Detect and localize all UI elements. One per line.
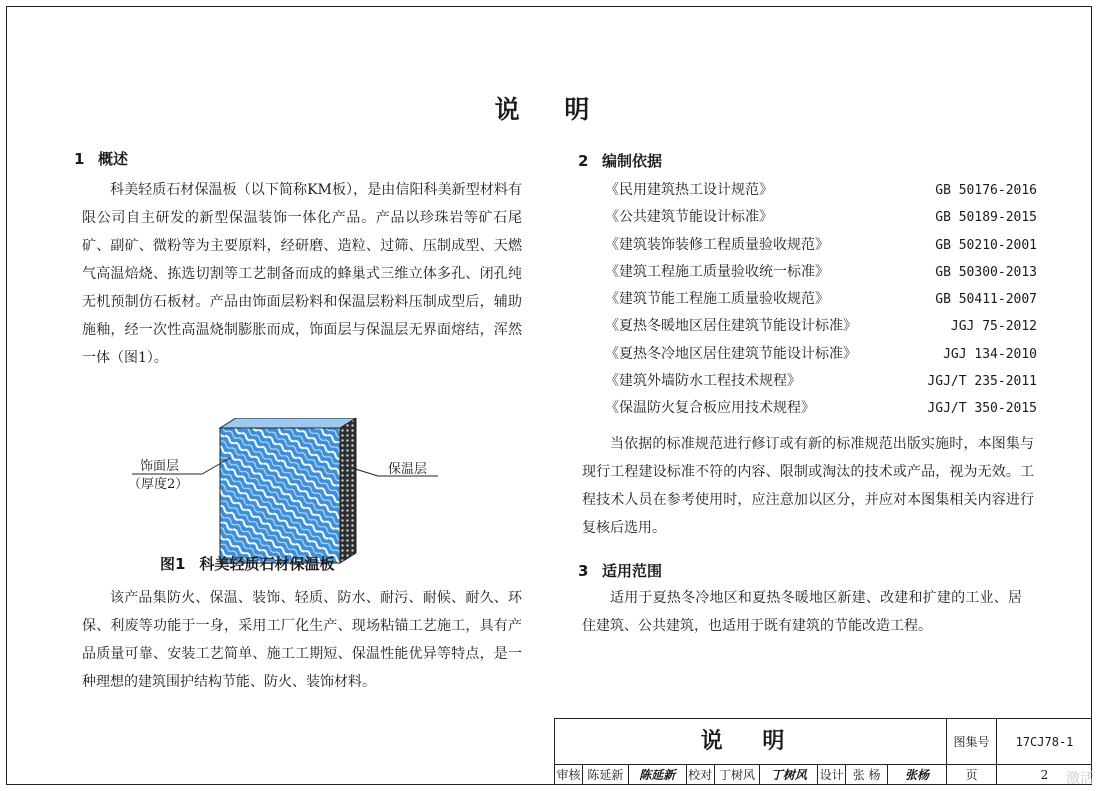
- checker-name: 丁树风: [715, 765, 761, 785]
- standard-name: 《保温防火复合板应用技术规程》: [605, 400, 815, 417]
- page-label: 页: [947, 765, 997, 785]
- check-label: 校对: [687, 765, 715, 785]
- standard-code: GB 50176-2016: [935, 183, 1037, 198]
- insulation-layer-label: 保温层: [388, 462, 428, 477]
- section-2-title: 编制依据: [602, 152, 663, 170]
- section-2-number: 2: [578, 152, 589, 170]
- overview-paragraph-1: 科美轻质石材保温板（以下简称KM板），是由信阳科美新型材料有限公司自主研发的新型保温装饰一体化产品。产品以珍珠岩等矿石尾矿、副矿、微粉等为主要原料，经研磨、造粒、过筛、压制成型、天燃气高温焙烧、拣选切割等工艺制备而成的蜂巢式三维立体多孔、闭孔纯无机预制仿石板材。产品由饰面层粉料和保温层粉料压制成型后，辅助施釉，经一次性高温烧制膨胀而成，饰面层与保温层无界面熔结，浑然一体（图1）。: [82, 182, 522, 366]
- section-3-heading: [578, 560, 662, 581]
- review-label: 审核: [555, 765, 583, 785]
- figure-caption: [160, 553, 334, 574]
- activation-watermark: 激活: [1066, 771, 1094, 787]
- atlas-number: 17CJ78-1: [997, 719, 1092, 765]
- standard-code: GB 50210-2001: [935, 237, 1037, 253]
- figure-number: 图1: [160, 555, 186, 573]
- signature-row: [555, 765, 947, 785]
- standard-item: [605, 286, 1037, 313]
- standard-code: JGJ/T 350-2015: [927, 401, 1037, 417]
- standard-code: GB 50411-2007: [935, 292, 1037, 308]
- page-number: 2: [1040, 768, 1049, 782]
- design-label: 设计: [818, 765, 846, 785]
- standard-code: GB 50300-2013: [935, 264, 1037, 280]
- standard-item: [605, 259, 1037, 286]
- standard-name: 《建筑装饰装修工程质量验收规范》: [605, 236, 829, 253]
- title-block: [554, 718, 1091, 784]
- standard-name: 《建筑外墙防水工程技术规程》: [605, 373, 801, 390]
- standard-name: 《公共建筑节能设计标准》: [605, 209, 773, 226]
- standard-item: [605, 341, 1037, 368]
- km-board-illustration: [120, 418, 450, 568]
- standard-code: GB 50189-2015: [935, 210, 1037, 226]
- standard-name: 《建筑节能工程施工质量验收规范》: [605, 291, 829, 308]
- standard-item: [605, 368, 1037, 395]
- standard-name: 《夏热冬暖地区居住建筑节能设计标准》: [605, 318, 857, 335]
- standard-code: JGJ 75-2012: [950, 319, 1037, 335]
- standard-item: [605, 395, 1037, 422]
- section-1-title: 概述: [98, 150, 129, 168]
- section-3-title: 适用范围: [602, 562, 663, 580]
- facing-thickness-label: （厚度2）: [128, 477, 189, 492]
- standard-item: [605, 204, 1037, 231]
- standard-name: 《建筑工程施工质量验收统一标准》: [605, 263, 829, 280]
- section-1-heading: [74, 148, 128, 169]
- page-title: 说 明: [494, 95, 608, 124]
- atlas-number-label: 图集号: [947, 719, 997, 765]
- facing-layer-label: 饰面层: [140, 459, 180, 474]
- designer-name: 张 杨: [846, 765, 888, 785]
- designer-signature: 张杨: [905, 768, 930, 782]
- section-2-heading: [578, 150, 662, 171]
- figure-km-board: [120, 418, 450, 568]
- reviewer-name: 陈延新: [583, 765, 629, 785]
- basis-paragraph: 当依据的标准规范进行修订或有新的标准规范出版实施时，本图集与现行工程建设标准不符的内容、限制或淘汰的技术或产品，视为无效。工程技术人员在参考使用时，应注意加以区分，并应对本图集相关内容进行复核后选用。: [582, 436, 1034, 536]
- facing-layer-shape: [220, 428, 340, 563]
- section-1-number: 1: [74, 150, 85, 168]
- figure-caption-text: 科美轻质石材保温板: [199, 555, 335, 573]
- standard-name: 《民用建筑热工设计规范》: [605, 182, 773, 198]
- standard-code: JGJ/T 235-2011: [927, 374, 1037, 390]
- checker-signature: 丁树风: [760, 765, 818, 785]
- title-block-title: 说 明: [555, 719, 947, 765]
- standard-item: [605, 313, 1037, 340]
- standard-item: [605, 232, 1037, 259]
- reviewer-signature: 陈延新: [629, 765, 687, 785]
- scope-paragraph: 适用于夏热冬冷地区和夏热冬暖地区新建、改建和扩建的工业、居住建筑、公共建筑，也适用于既有建筑的节能改造工程。: [582, 590, 1022, 634]
- board-top-edge: [220, 418, 356, 428]
- standard-code: JGJ 134-2010: [943, 346, 1037, 362]
- standards-list: [605, 177, 1037, 423]
- insulation-layer-shape: [340, 418, 356, 563]
- section-3-number: 3: [578, 562, 589, 580]
- standard-name: 《夏热冬冷地区居住建筑节能设计标准》: [605, 345, 857, 362]
- overview-paragraph-2: 该产品集防火、保温、装饰、轻质、防水、耐污、耐候、耐久、环保、利废等功能于一身，采用工厂化生产、现场粘锚工艺施工，具有产品质量可靠、安装工艺简单、施工工期短、保温性能优异等特点，是一种理想的建筑围护结构节能、防火、装饰材料。: [82, 590, 522, 690]
- standard-item: [605, 177, 1037, 204]
